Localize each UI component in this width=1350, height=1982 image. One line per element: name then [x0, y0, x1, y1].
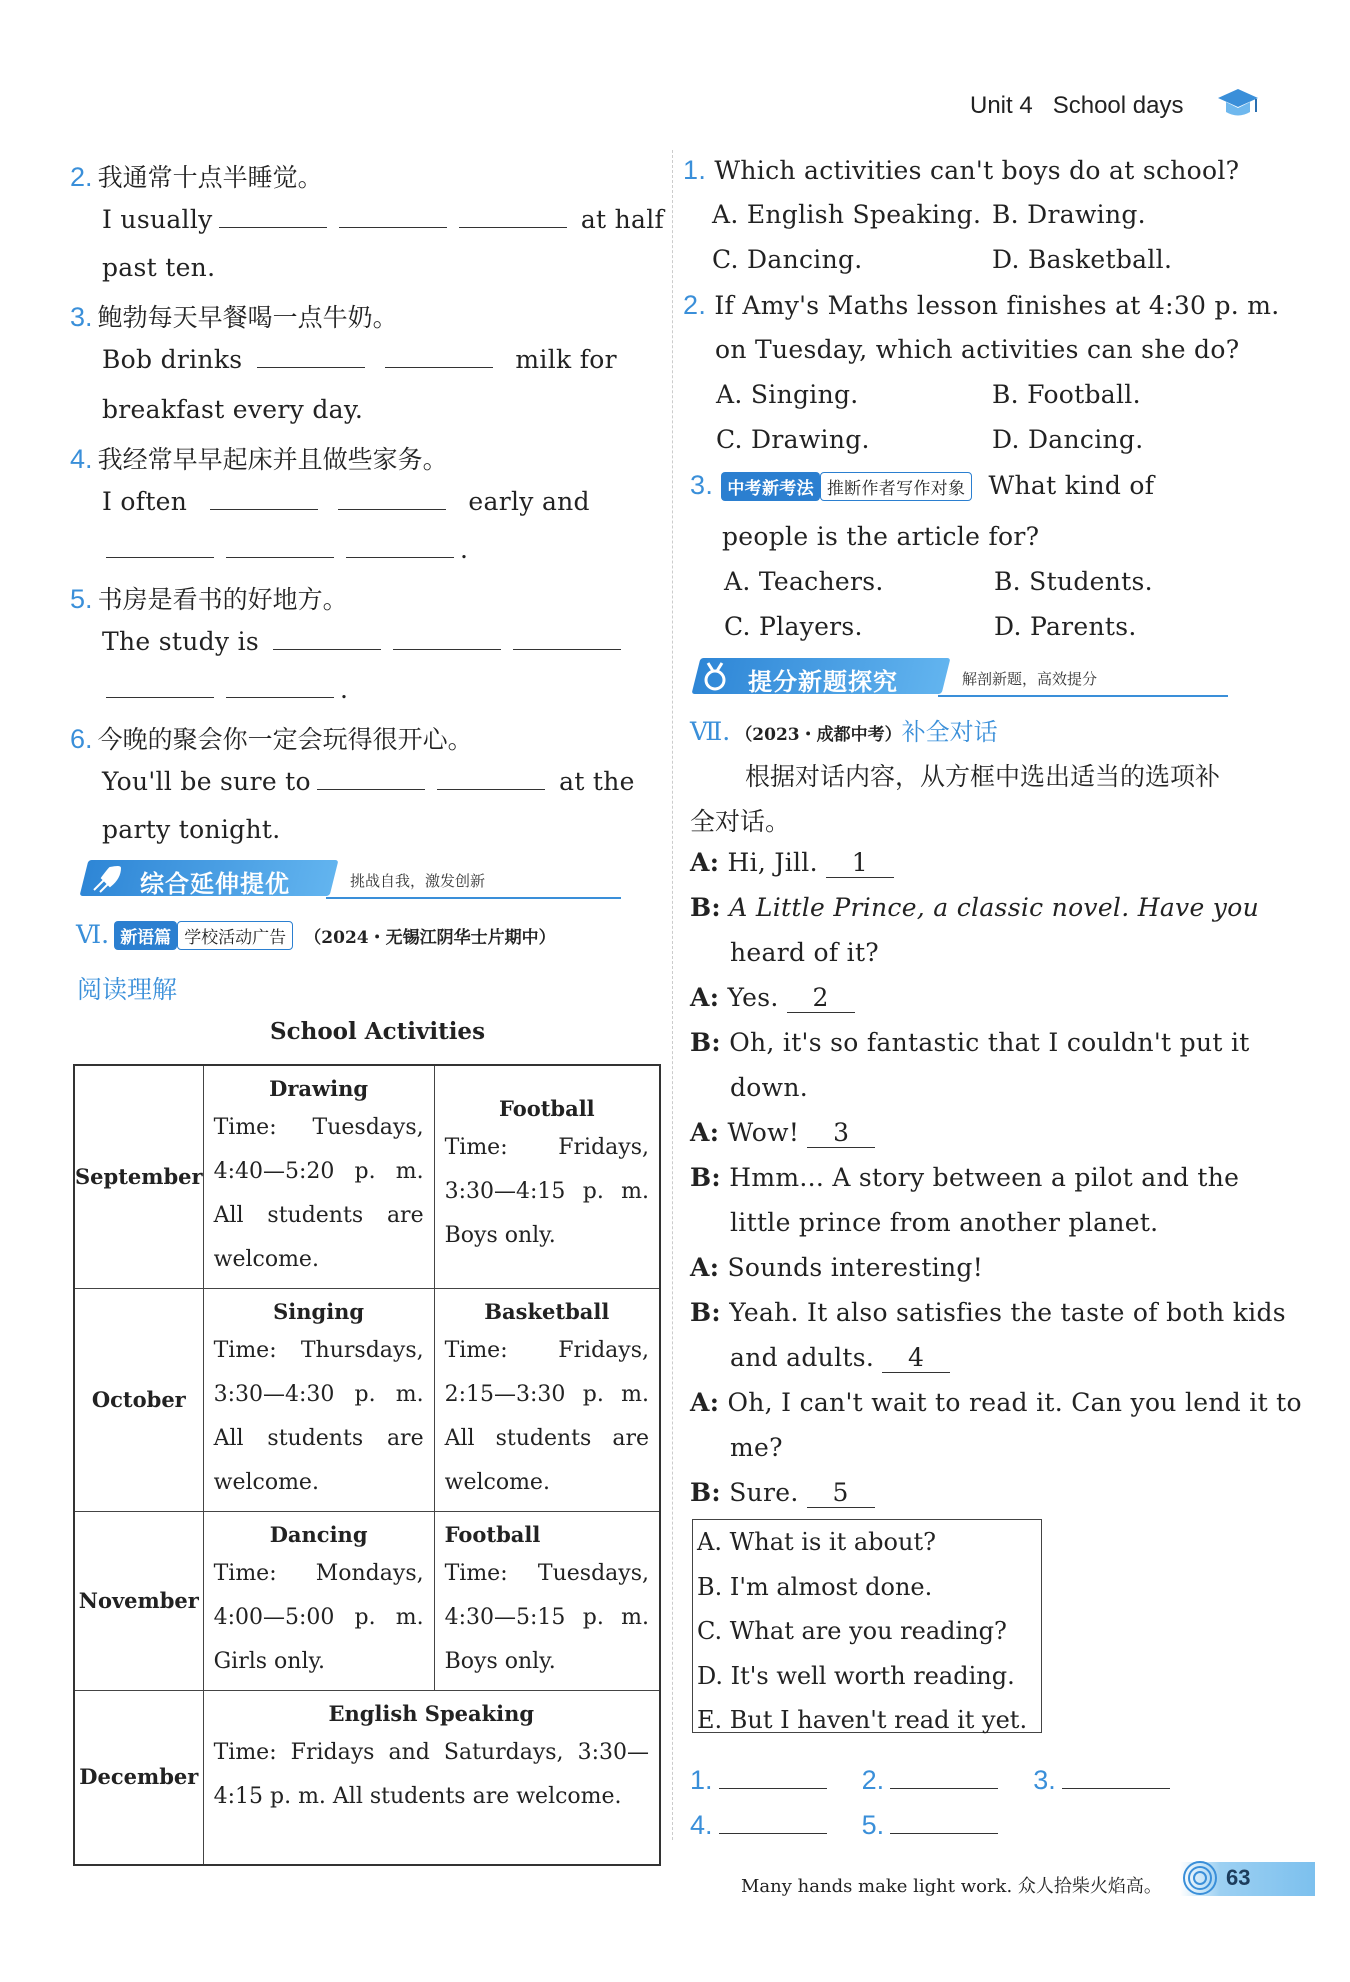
spiral-icon [1180, 1858, 1220, 1898]
activity-cell: Football Time: Fridays, 3:30—4:15 p. m. Boys only. [434, 1065, 660, 1289]
answer-blank[interactable] [890, 1766, 998, 1789]
medal-icon [700, 661, 730, 693]
answer-blank[interactable] [317, 767, 425, 790]
instructions-line1: 根据对话内容，从方框中选出适当的选项补 [745, 762, 1221, 791]
section-6-header: Ⅵ. 新语篇 学校活动广告 （2024・无锡江阴华士片期中） [76, 920, 556, 949]
option[interactable]: C. Drawing. [716, 425, 870, 454]
dialogue-blank[interactable]: 4 [882, 1343, 950, 1373]
answer-row-2: 4. 5. [690, 1810, 1004, 1841]
reading-heading: 阅读理解 [77, 975, 178, 1004]
table-row [74, 1065, 660, 1289]
dialogue-line: little prince from another planet. [730, 1208, 1159, 1237]
left-q5-prompt: 5. 书房是看书的好地方。 [70, 584, 348, 614]
answer-blank[interactable] [338, 487, 446, 510]
section-banner-extension: 综合延伸提优 挑战自我，激发创新 [78, 860, 623, 898]
answer-blank[interactable] [1062, 1766, 1170, 1789]
dialogue-line: down. [730, 1073, 809, 1102]
activity-cell: Dancing Time: Mondays, 4:00—5:00 p. m. Girls only. [203, 1512, 434, 1691]
option-item: B. I'm almost done. [697, 1572, 933, 1601]
option[interactable]: A. Singing. [716, 380, 859, 409]
answer-blank[interactable] [459, 205, 567, 228]
option-item: C. What are you reading? [697, 1617, 1007, 1645]
right-q2-stem-2: on Tuesday, which activities can she do? [715, 335, 1240, 364]
answer-blank[interactable] [890, 1811, 998, 1834]
answer-blank[interactable] [393, 627, 501, 650]
option[interactable]: B. Students. [994, 567, 1153, 596]
table-title: School Activities [270, 1018, 486, 1045]
dialogue-line: and adults. 4 [730, 1343, 950, 1373]
graduation-cap-icon [1216, 86, 1260, 122]
dialogue-blank[interactable]: 1 [826, 848, 894, 878]
answer-blank[interactable] [210, 487, 318, 510]
dialogue-line: A: Sounds interesting! [690, 1253, 984, 1282]
left-q4-line1: I often early and [102, 487, 590, 516]
answer-blank[interactable] [226, 675, 334, 698]
left-q5-line1: The study is [102, 627, 627, 656]
right-q2-stem: 2. If Amy's Maths lesson finishes at 4:30 p. m. [683, 290, 1280, 320]
dialogue-line: me? [730, 1433, 783, 1462]
proverb: Many hands make light work. 众人拾柴火焰高。 [741, 1876, 1162, 1897]
dialogue-blank[interactable]: 5 [807, 1478, 875, 1508]
left-q6-line2: party tonight. [102, 815, 281, 844]
inference-tag: 推断作者写作对象 [820, 472, 972, 501]
dialogue-line: B: Sure. 5 [690, 1478, 875, 1508]
section-7-header: Ⅶ. （2023・成都中考）补全对话 [690, 717, 998, 746]
option-item: E. But I haven't read it yet. [697, 1706, 1028, 1734]
option[interactable]: C. Players. [724, 612, 863, 641]
dialogue-line: B: Yeah. It also satisfies the taste of both kids [690, 1298, 1286, 1327]
page-header [970, 92, 1183, 120]
unit-title: School days [1052, 92, 1184, 119]
page-number: 63 [1226, 1865, 1251, 1890]
unit-label: Unit 4 [970, 92, 1033, 119]
answer-blank[interactable] [257, 345, 365, 368]
exam-method-tag: 中考新考法 [721, 472, 820, 501]
month-cell: November [74, 1512, 203, 1691]
activity-cell: Football Time: Tuesdays, 4:30—5:15 p. m. Boys only. [434, 1512, 660, 1691]
new-text-tag: 新语篇 [114, 921, 177, 950]
left-q2-line1: I usually at half [102, 205, 665, 234]
answer-blank[interactable] [219, 205, 327, 228]
left-q5-line2: . [100, 675, 348, 704]
option[interactable]: A. English Speaking. [712, 200, 982, 229]
left-q3-line1: Bob drinks milk for [102, 345, 617, 374]
option[interactable]: C. Dancing. [712, 245, 863, 274]
topic-tag: 学校活动广告 [177, 921, 293, 950]
left-q3-prompt: 3. 鲍勃每天早餐喝一点牛奶。 [70, 302, 398, 332]
left-q4-line2: . [100, 535, 468, 564]
option[interactable]: B. Football. [992, 380, 1141, 409]
left-q6-line1: You'll be sure to at the [102, 767, 635, 796]
month-cell: September [74, 1065, 203, 1289]
right-q1-stem: 1. Which activities can't boys do at school? [683, 155, 1240, 185]
section-banner-new-questions: 提分新题探究 解剖新题，高效提分 [690, 658, 1230, 696]
answer-blank[interactable] [226, 535, 334, 558]
rocket-icon [90, 864, 124, 894]
dialogue-blank[interactable]: 2 [787, 983, 855, 1013]
answer-blank[interactable] [385, 345, 493, 368]
answer-blank[interactable] [719, 1811, 827, 1834]
options-box [692, 1519, 1042, 1733]
dialogue-blank[interactable]: 3 [807, 1118, 875, 1148]
dialogue-line: A: Wow! 3 [690, 1118, 875, 1148]
answer-blank[interactable] [437, 767, 545, 790]
left-q6-prompt: 6. 今晚的聚会你一定会玩得很开心。 [70, 724, 473, 754]
activities-table [73, 1064, 661, 1866]
left-q2-prompt: 2. 我通常十点半睡觉。 [70, 162, 323, 192]
dialogue-line: A: Hi, Jill. 1 [690, 848, 894, 878]
activity-cell: English Speaking Time: Fridays and Saturdays, 3:30—4:15 p. m. All students are welcome. [203, 1691, 660, 1865]
dialogue-line: B: Hmm... A story between a pilot and the [690, 1163, 1240, 1192]
dialogue-line: B: A Little Prince, a classic novel. Have you [690, 893, 1259, 922]
answer-blank[interactable] [106, 535, 214, 558]
activity-cell: Drawing Time: Tuesdays, 4:40—5:20 p. m. All students are welcome. [203, 1065, 434, 1289]
column-divider [672, 150, 673, 1840]
answer-blank[interactable] [513, 627, 621, 650]
option[interactable]: D. Parents. [994, 612, 1137, 641]
right-q3-stem-2: people is the article for? [722, 522, 1040, 551]
answer-blank[interactable] [346, 535, 454, 558]
option[interactable]: B. Drawing. [992, 200, 1146, 229]
answer-blank[interactable] [106, 675, 214, 698]
table-row [74, 1512, 660, 1691]
answer-row-1: 1. 2. 3. [690, 1765, 1176, 1796]
option[interactable]: A. Teachers. [724, 567, 884, 596]
activity-cell: Singing Time: Thursdays, 3:30—4:30 p. m. All students are welcome. [203, 1289, 434, 1512]
option[interactable]: D. Basketball. [992, 245, 1173, 274]
option-item: D. It's well worth reading. [697, 1661, 1015, 1690]
month-cell: December [74, 1691, 203, 1865]
table-row [74, 1691, 660, 1865]
left-q2-line2: past ten. [102, 253, 216, 282]
month-cell: October [74, 1289, 203, 1512]
option[interactable]: D. Dancing. [992, 425, 1144, 454]
left-q3-line2: breakfast every day. [102, 395, 364, 424]
option-item: A. What is it about? [697, 1528, 936, 1556]
activity-cell: Basketball Time: Fridays, 2:15—3:30 p. m. All students are welcome. [434, 1289, 660, 1512]
dialogue-line: A: Oh, I can't wait to read it. Can you lend it to [690, 1388, 1302, 1417]
table-row [74, 1289, 660, 1512]
answer-blank[interactable] [719, 1766, 827, 1789]
answer-blank[interactable] [339, 205, 447, 228]
dialogue-line: heard of it? [730, 938, 879, 967]
left-q4-prompt: 4. 我经常早早起床并且做些家务。 [70, 444, 448, 474]
answer-blank[interactable] [273, 627, 381, 650]
instructions-line2: 全对话。 [690, 807, 791, 836]
dialogue-line: A: Yes. 2 [690, 983, 855, 1013]
dialogue-line: B: Oh, it's so fantastic that I couldn't put it [690, 1028, 1250, 1057]
right-q3-stem: 3. 中考新考法 推断作者写作对象 What kind of [690, 470, 1155, 500]
